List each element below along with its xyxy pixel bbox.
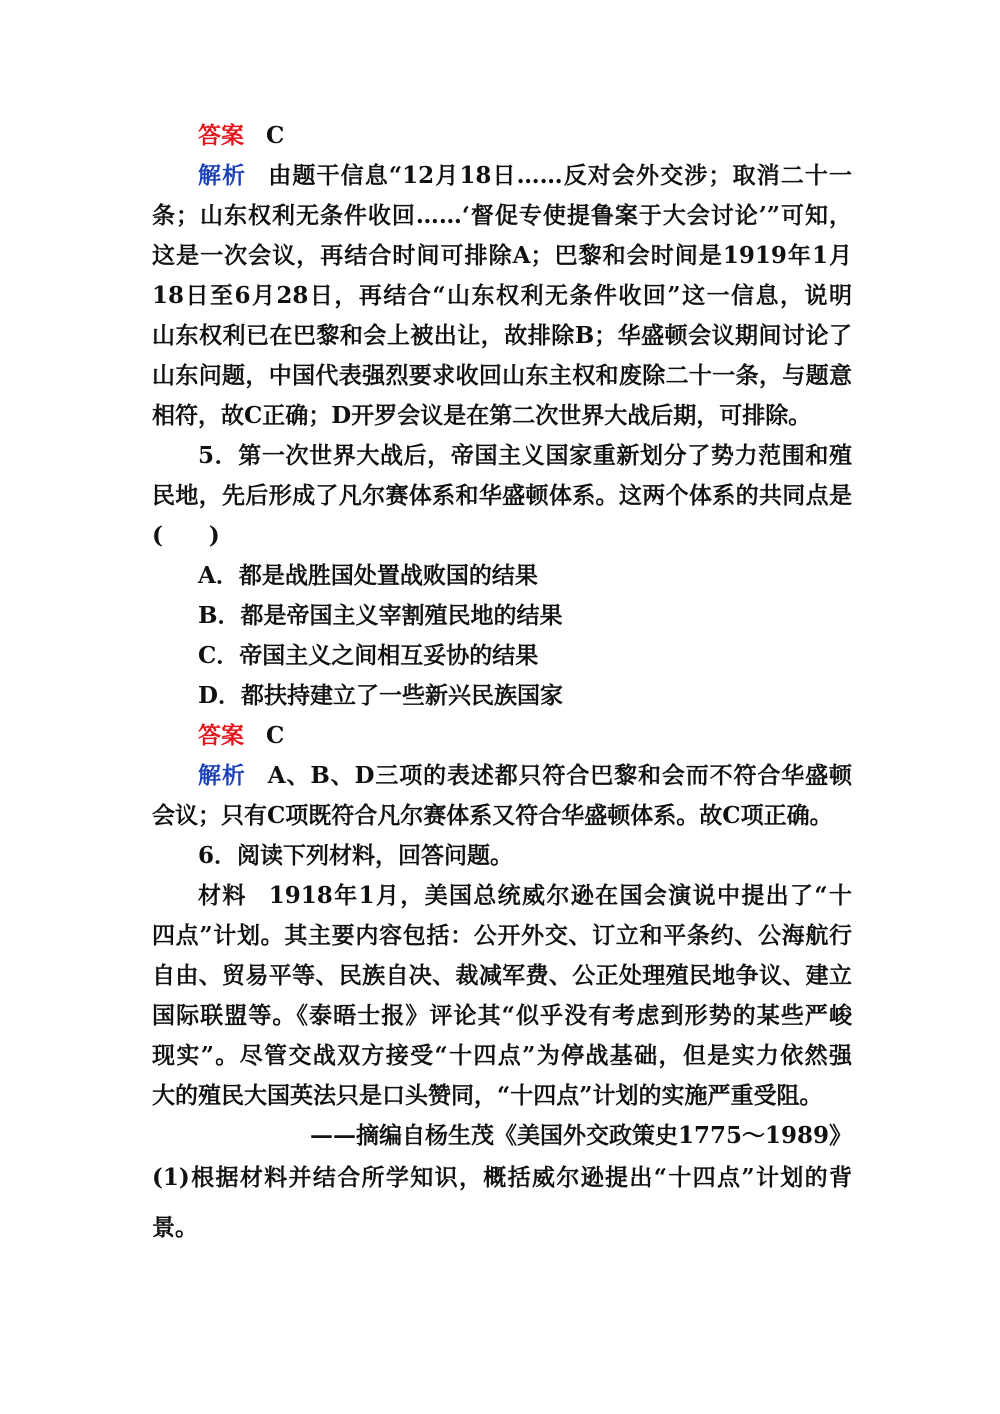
q5-answer-blank: ( ) <box>152 522 220 549</box>
q6-material-text: 1918年1月，美国总统威尔逊在国会演说中提出了“十 <box>268 882 853 909</box>
material-label: 材料 <box>198 882 247 909</box>
q5-analysis-text: 会议；只有C项既符合凡尔赛体系又符合华盛顿体系。故C项正确。 <box>152 802 833 829</box>
q4-analysis-text: 18日至6月28日，再结合“山东权利无条件收回”这一信息，说明 <box>152 282 852 309</box>
q6-material-text: 四点”计划。其主要内容包括：公开外交、订立和平条约、公海航行 <box>152 922 852 949</box>
q4-answer-line <box>198 118 852 154</box>
q5-stem: 5．第一次世界大战后，帝国主义国家重新划分了势力范围和殖 <box>198 442 852 469</box>
q6-source-citation: ——摘编自杨生茂《美国外交政策史1775～1989》 <box>309 1122 852 1149</box>
analysis-label: 解析 <box>198 162 247 189</box>
answer-label: 答案 <box>198 122 244 149</box>
answer-label: 答案 <box>198 722 244 749</box>
q4-analysis-text: 山东问题，中国代表强烈要求收回山东主权和废除二十一条，与题意 <box>152 362 852 389</box>
q4-analysis-line <box>198 158 852 194</box>
q6-material-text: 自由、贸易平等、民族自决、裁减军费、公正处理殖民地争议、建立 <box>152 962 852 989</box>
q4-answer: C <box>266 122 285 149</box>
q6-stem: 6．阅读下列材料，回答问题。 <box>198 842 514 869</box>
analysis-label: 解析 <box>198 762 246 789</box>
q5-analysis-line <box>198 758 852 794</box>
q5-option-d: D．都扶持建立了一些新兴民族国家 <box>198 682 563 709</box>
q6-subquestion-1: (1)根据材料并结合所学知识，概括威尔逊提出“十四点”计划的背 <box>152 1164 852 1191</box>
q5-answer: C <box>266 722 285 749</box>
q6-material-text: 国际联盟等。《泰晤士报》评论其“似乎没有考虑到形势的某些严峻 <box>152 1002 852 1029</box>
q4-analysis-text: 条；山东权利无条件收回……‘督促专使提鲁案于大会讨论’”可知， <box>152 202 852 229</box>
q5-answer-line <box>198 718 852 754</box>
q4-analysis-text: 山东权利已在巴黎和会上被出让，故排除B；华盛顿会议期间讨论了 <box>152 322 852 349</box>
q5-option-a: A．都是战胜国处置战败国的结果 <box>198 562 538 589</box>
q4-analysis-text: 由题干信息“12月18日……反对会外交涉；取消二十一 <box>268 162 853 189</box>
q6-material-line <box>198 878 852 914</box>
q5-analysis-text: A、B、D三项的表述都只符合巴黎和会而不符合华盛顿 <box>267 762 853 789</box>
q6-material-text: 现实”。尽管交战双方接受“十四点”为停战基础，但是实力依然强 <box>152 1042 852 1069</box>
q6-subquestion-1: 景。 <box>152 1214 198 1241</box>
q4-analysis-text: 这是一次会议，再结合时间可排除A；巴黎和会时间是1919年1月 <box>152 242 852 269</box>
q5-stem: 民地，先后形成了凡尔赛体系和华盛顿体系。这两个体系的共同点是 <box>152 482 852 509</box>
q6-material-text: 大的殖民大国英法只是口头赞同，“十四点”计划的实施严重受阻。 <box>152 1082 823 1109</box>
q5-option-c: C．帝国主义之间相互妥协的结果 <box>198 642 539 669</box>
q5-option-b: B．都是帝国主义宰割殖民地的结果 <box>198 602 563 629</box>
q4-analysis-text: 相符，故C正确；D开罗会议是在第二次世界大战后期，可排除。 <box>152 402 812 429</box>
